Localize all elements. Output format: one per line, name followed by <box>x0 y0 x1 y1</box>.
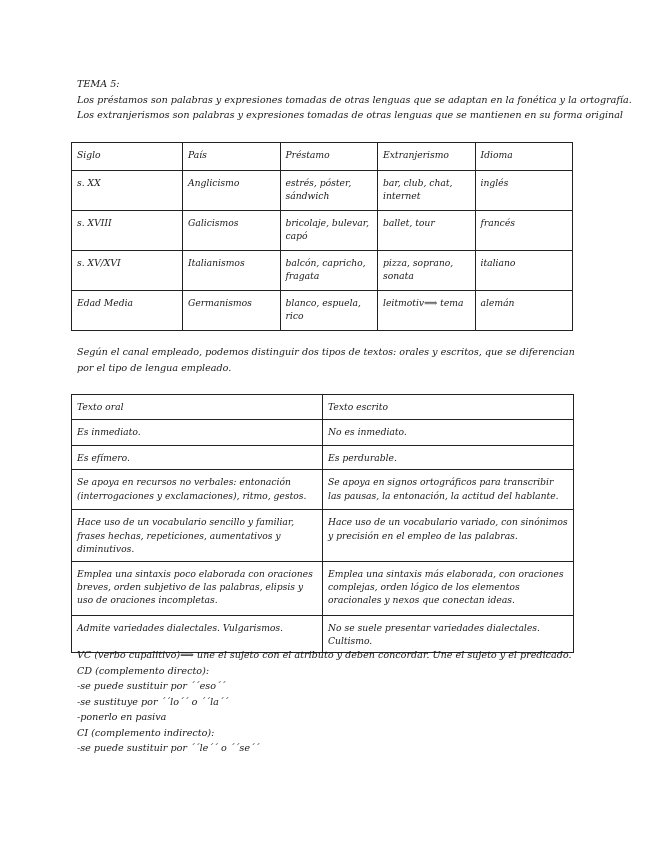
table-row <box>72 510 574 561</box>
table-cell: Emplea una sintaxis poco elaborada con oraciones breves, orden subjetivo de las palabras, elipsis y uso de oraciones incompletas. <box>72 561 323 615</box>
grammar-notes <box>77 648 577 757</box>
table-row <box>72 171 573 211</box>
note-line: -se puede sustituir por ´´eso´´ <box>77 681 226 692</box>
header-cell-escrito: Texto escrito <box>323 395 574 420</box>
table-row <box>72 446 574 470</box>
note-line: CI (complemento indirecto): <box>77 727 215 739</box>
table-row <box>72 420 574 446</box>
table-cell: Anglicismo <box>183 171 281 211</box>
table-cell: pizza, soprano, sonata <box>378 251 476 291</box>
table-cell: Hace uso de un vocabulario variado, con sinónimos y precisión en el empleo de las palabras. <box>323 510 574 561</box>
table-cell: estrés, póster, sándwich <box>280 171 378 211</box>
table-cell: s. XV/XVI <box>72 251 183 291</box>
table-cell: s. XVIII <box>72 211 183 251</box>
table-cell: Admite variedades dialectales. Vulgarismos. <box>72 615 323 653</box>
table-cell: blanco, espuela, rico <box>280 291 378 331</box>
table-cell: balcón, capricho, fragata <box>280 251 378 291</box>
note-line: VC (verbo cupalitivo)⟹ une el sujeto con el atributo y deben concordar. Une el sujeto y el predicado. <box>77 650 572 661</box>
intro-block <box>77 77 632 124</box>
texts-comparison-table <box>71 394 574 653</box>
table-cell: Galicismos <box>183 211 281 251</box>
table-cell: Es perdurable. <box>323 446 574 470</box>
header-cell: Siglo <box>72 143 183 171</box>
note-line: -se puede sustituir por ´´le´´ o ´´se´´ <box>77 743 260 754</box>
canal-paragraph: Según el canal empleado, podemos distinguir dos tipos de textos: orales y escritos, que se diferencian por el tipo de lengua empleado. <box>77 347 575 374</box>
table-cell: Es inmediato. <box>72 420 323 446</box>
table-cell: No es inmediato. <box>323 420 574 446</box>
table-row <box>72 211 573 251</box>
table-cell: Se apoya en signos ortográficos para transcribir las pausas, la entonación, la actitud del hablante. <box>323 470 574 510</box>
table-cell: Es efímero. <box>72 446 323 470</box>
table-row <box>72 251 573 291</box>
table-cell: italiano <box>475 251 573 291</box>
table-cell: alemán <box>475 291 573 331</box>
table-cell: bar, club, chat, internet <box>378 171 476 211</box>
table-row <box>72 470 574 510</box>
table-cell: Se apoya en recursos no verbales: entonación (interrogaciones y exclamaciones), ritmo, gestos. <box>72 470 323 510</box>
topic-heading: TEMA 5: <box>77 79 120 90</box>
intro-line-extranjerismos: Los extranjerismos son palabras y expresiones tomadas de otras lenguas que se mantienen en su forma original <box>77 110 624 121</box>
table-header-row <box>72 395 574 420</box>
table-cell: s. XX <box>72 171 183 211</box>
table-cell: Hace uso de un vocabulario sencillo y familiar, frases hechas, repeticiones, aumentativos y diminutivos. <box>72 510 323 561</box>
intro-line-prestamos: Los préstamos son palabras y expresiones tomadas de otras lenguas que se adaptan en la fonética y la ortografía. <box>77 94 632 106</box>
note-line: -ponerlo en pasiva <box>77 712 167 723</box>
table-row <box>72 561 574 615</box>
header-cell: Extranjerismo <box>378 143 476 171</box>
table-cell: Emplea una sintaxis más elaborada, con oraciones complejas, orden lógico de los elementos oracionales y nexos que conectan ideas. <box>323 561 574 615</box>
table-cell: Italianismos <box>183 251 281 291</box>
header-cell: Préstamo <box>280 143 378 171</box>
header-cell-oral: Texto oral <box>72 395 323 420</box>
table-cell: Edad Media <box>72 291 183 331</box>
table-cell: bricolaje, bulevar, capó <box>280 211 378 251</box>
table-header-row <box>72 143 573 171</box>
loans-table <box>71 142 573 331</box>
table-cell: inglés <box>475 171 573 211</box>
note-line: CD (complemento directo): <box>77 665 210 677</box>
note-line: -se sustituye por ´´lo´´ o ´´la´´ <box>77 696 229 708</box>
header-cell: Idioma <box>475 143 573 171</box>
table-cell: francés <box>475 211 573 251</box>
table-row <box>72 291 573 331</box>
table-cell: Germanismos <box>183 291 281 331</box>
table-cell: ballet, tour <box>378 211 476 251</box>
table-cell: No se suele presentar variedades dialectales. Cultismo. <box>323 615 574 653</box>
table-cell: leitmotiv⟹ tema <box>378 291 476 331</box>
header-cell: País <box>183 143 281 171</box>
